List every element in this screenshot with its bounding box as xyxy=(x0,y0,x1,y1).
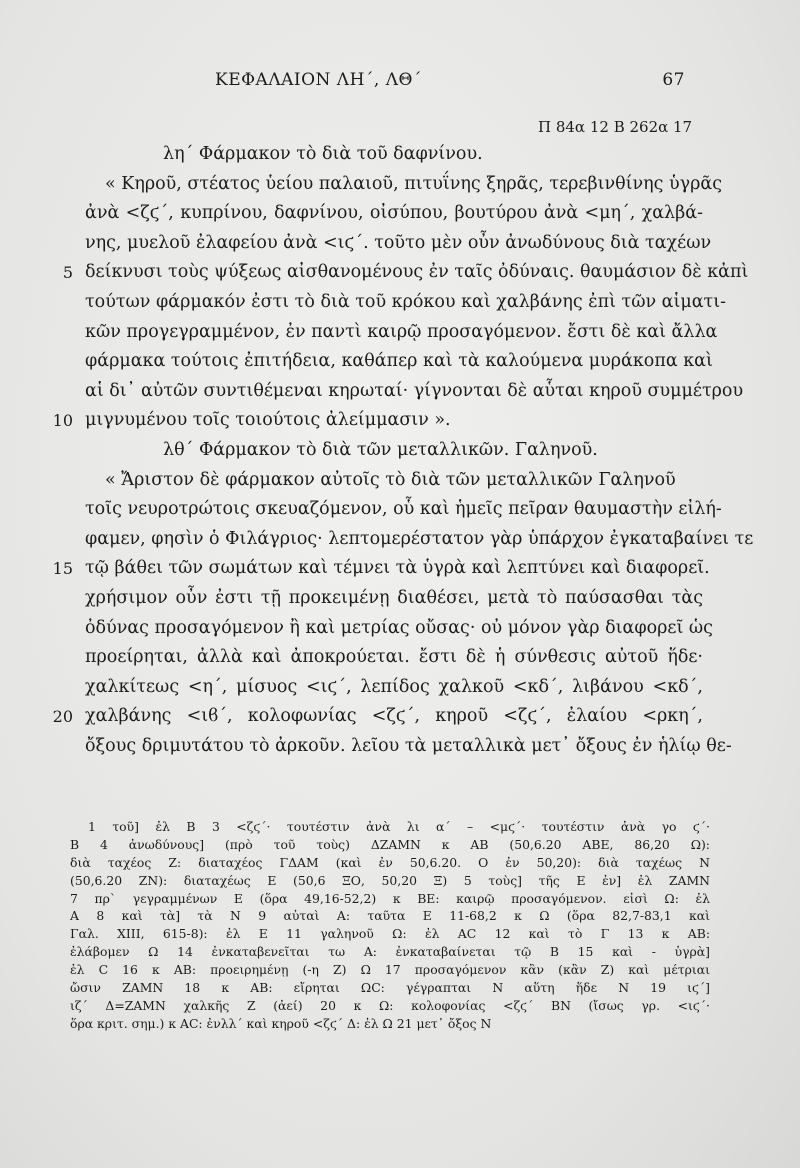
line-number: 15 xyxy=(52,559,73,579)
line-text: μιγνυμένου τοῖς τοιούτοις ἀλείμμασιν ». xyxy=(85,410,451,431)
text-line xyxy=(85,525,754,555)
line-number: 20 xyxy=(52,707,73,727)
apparatus-line: ιζ΄ Δ=ΖΑΜΝ χαλκῆς Ζ (ἀεί) 20 κ Ω: κολοφονίας <ζϛ΄ ΒΝ (ἴσως γρ. <ιϛ΄· xyxy=(70,997,710,1013)
line-text: ἀνὰ <ζϛ΄, κυπρίνου, δαφνίνου, οἰσύπου, βουτύρου ἀνὰ <μη΄, χαλβά- xyxy=(85,203,703,224)
line-text: χρήσιμον οὖν ἐστι τῇ προκειμένῃ διαθέσει, μετὰ τὸ παύσασθαι τὰς xyxy=(85,587,703,608)
line-text: « Κηροῦ, στέατος ὑείου παλαιοῦ, πιτυΐνης ξηρᾶς, τερεβινθίνης ὑγρᾶς xyxy=(105,173,722,194)
line-number: 10 xyxy=(52,411,73,431)
line-text: αἱ δι᾽ αὐτῶν συντιθέμεναι κηρωταί· γίγνονται δὲ αὗται κηροῦ συμμέτρου xyxy=(85,380,744,401)
line-text: φαμεν, φησὶν ὁ Φιλάγριος· λεπτομερέστατον γὰρ ὑπάρχον ἐγκαταβαίνει τε xyxy=(85,528,754,549)
text-line xyxy=(85,288,726,318)
line-text: δείκνυσι τοὺς ψύξεως αἰσθανομένους ἐν ταῖς ὀδύναις. θαυμάσιον δὲ κἀπὶ xyxy=(85,262,749,283)
text-line xyxy=(52,406,703,436)
apparatus-line: ἐλ C 16 κ ΑΒ: προειρημένῃ (-η Ζ) Ω 17 προσαγόμενον κἂν (κἂν Ζ) καὶ μέτριαι xyxy=(70,962,710,978)
text-line xyxy=(85,318,718,348)
text-line xyxy=(85,466,703,496)
line-text: τῷ βάθει τῶν σωμάτων καὶ τέμνει τὰ ὑγρὰ καὶ λεπτύνει καὶ διαφορεῖ. xyxy=(85,558,710,579)
manuscript-reference: Π 84α 12 Β 262α 17 xyxy=(538,118,693,136)
line-text: ὀδύνας προσαγόμενον ἢ καὶ μετρίας οὔσας· οὐ μόνον γὰρ διαφορεῖ ὡς xyxy=(85,617,713,638)
line-text: τούτων φάρμακόν ἐστι τὸ διὰ τοῦ κρόκου καὶ χαλβάνης ἐπὶ τῶν αἱματι- xyxy=(85,291,726,312)
line-text: τοῖς νευροτρώτοις σκευαζόμενον, οὗ καὶ ἡμεῖς πεῖραν θαυμαστὴν εἰλή- xyxy=(85,499,722,520)
text-line xyxy=(85,732,732,762)
text-line xyxy=(85,584,703,614)
apparatus-line: (50,6.20 ΖΝ): διαταχέως Ε (50,6 ΞΟ, 50,20 Ξ) 5 τοὺς] τῆς Ε ἐν] ἐλ ΖΑΜΝ xyxy=(70,872,710,888)
text-line xyxy=(85,377,744,407)
apparatus-line: 7 πρ` γεγραμμένων Ε (ὅρα 49,16-52,2) κ ΒΕ: καιρῷ προσαγόμενον. εἰσὶ Ω: ἐλ xyxy=(70,890,710,906)
line-text: προείρηται, ἀλλὰ καὶ ἀποκρούεται. ἔστι δὲ ἡ σύνθεσις αὐτοῦ ἥδε· xyxy=(85,647,703,668)
apparatus-line: Γαλ. XIII, 615-8): ἐλ Ε 11 γαληνοῦ Ω: ἐλ ΑC 12 καὶ τὸ Γ 13 κ ΑΒ: xyxy=(70,926,710,942)
apparatus-line: ἐλάβομεν Ω 14 ἐνκαταβενεῖται τω Α: ἐνκαταβαίνεται τῷ Β 15 καὶ - ὑγρὰ] xyxy=(70,944,710,960)
page-number: 67 xyxy=(662,70,685,90)
text-line xyxy=(85,140,703,170)
text-line xyxy=(85,673,703,703)
line-text: κῶν προγεγραμμένον, ἐν παντὶ καιρῷ προσαγόμενον. ἔστι δὲ καὶ ἄλλα xyxy=(85,321,718,342)
text-line xyxy=(85,436,703,466)
apparatus-line: Β 4 ἀνωδύνους] (πρὸ τοῦ τοὺς) ΔΖΑΜΝ κ ΑΒ (50,6.20 ΑΒΕ, 86,20 Ω): xyxy=(70,836,710,852)
text-line xyxy=(52,554,710,584)
text-line xyxy=(85,614,713,644)
chapter-title: ΚΕΦΑΛΑΙΟΝ ΛΗ΄, ΛΘ΄ xyxy=(215,70,422,90)
text-line xyxy=(85,495,722,525)
apparatus-line: ὅρα κριτ. σημ.) κ ΑC: ἐνλλ΄ καὶ κηροῦ <ζϛ΄ Δ: ἐλ Ω 21 μετ᾽ ὄξος Ν xyxy=(70,1015,492,1031)
line-text: λη΄ Φάρμακον τὸ διὰ τοῦ δαφνίνου. xyxy=(163,144,483,164)
text-line xyxy=(85,229,712,259)
text-line xyxy=(85,347,713,377)
critical-apparatus xyxy=(70,818,710,1033)
line-text: νης, μυελοῦ ἐλαφείου ἀνὰ <ιϛ΄. τοῦτο μὲν οὖν ἀνωδύνους διὰ ταχέων xyxy=(85,232,712,253)
text-line xyxy=(62,258,749,288)
line-number: 5 xyxy=(62,263,73,283)
apparatus-line: 1 τοῦ] ἐλ Β 3 <ζϛ΄· τουτέστιν ἀνὰ λι α΄ – <μϛ΄· τουτέστιν ἀνὰ γο ϛ΄· xyxy=(88,819,710,834)
line-text: ὄξους δριμυτάτου τὸ ἀρκοῦν. λεῖου τὰ μεταλλικὰ μετ᾽ ὄξους ἐν ἡλίῳ θε- xyxy=(85,735,732,756)
apparatus-line: ὤσιν ΖΑΜΝ 18 κ ΑΒ: εἴρηται ΩC: γέγραπται Ν αὕτη ἥδε Ν 19 ιϛ΄] xyxy=(70,980,710,996)
line-text: χαλβάνης <ιϐ΄, κολοφωνίας <ζϛ΄, κηροῦ <ζϛ΄, ἐλαίου <ρκη΄, xyxy=(85,706,703,727)
line-text: φάρμακα τούτοις ἐπιτήδεια, καθάπερ καὶ τὰ καλούμενα μυράκοπα καὶ xyxy=(85,351,713,372)
text-line xyxy=(52,702,703,732)
line-text: λθ΄ Φάρμακον τὸ διὰ τῶν μεταλλικῶν. Γαληνοῦ. xyxy=(163,439,598,460)
text-line xyxy=(85,170,722,200)
line-text: « Ἄριστον δὲ φάρμακον αὐτοῖς τὸ διὰ τῶν μεταλλικῶν Γαληνοῦ xyxy=(105,469,676,490)
line-text: χαλκίτεως <η΄, μίσυος <ιϛ΄, λεπίδος χαλκοῦ <κδ΄, λιβάνου <κδ΄, xyxy=(85,676,703,697)
apparatus-line: Α 8 καὶ τὰ] τὰ Ν 9 αὐταὶ Α: ταῦτα Ε 11-68,2 κ Ω (ὅρα 82,7-83,1 καὶ xyxy=(70,908,710,924)
text-line xyxy=(85,643,703,673)
apparatus-line: διὰ ταχέος Ζ: διαταχέος ΓΔΑΜ (καὶ ἐν 50,6.20. Ο ἐν 50,20): διὰ ταχέως Ν xyxy=(70,854,710,870)
text-line xyxy=(85,199,703,229)
main-text xyxy=(52,140,754,761)
